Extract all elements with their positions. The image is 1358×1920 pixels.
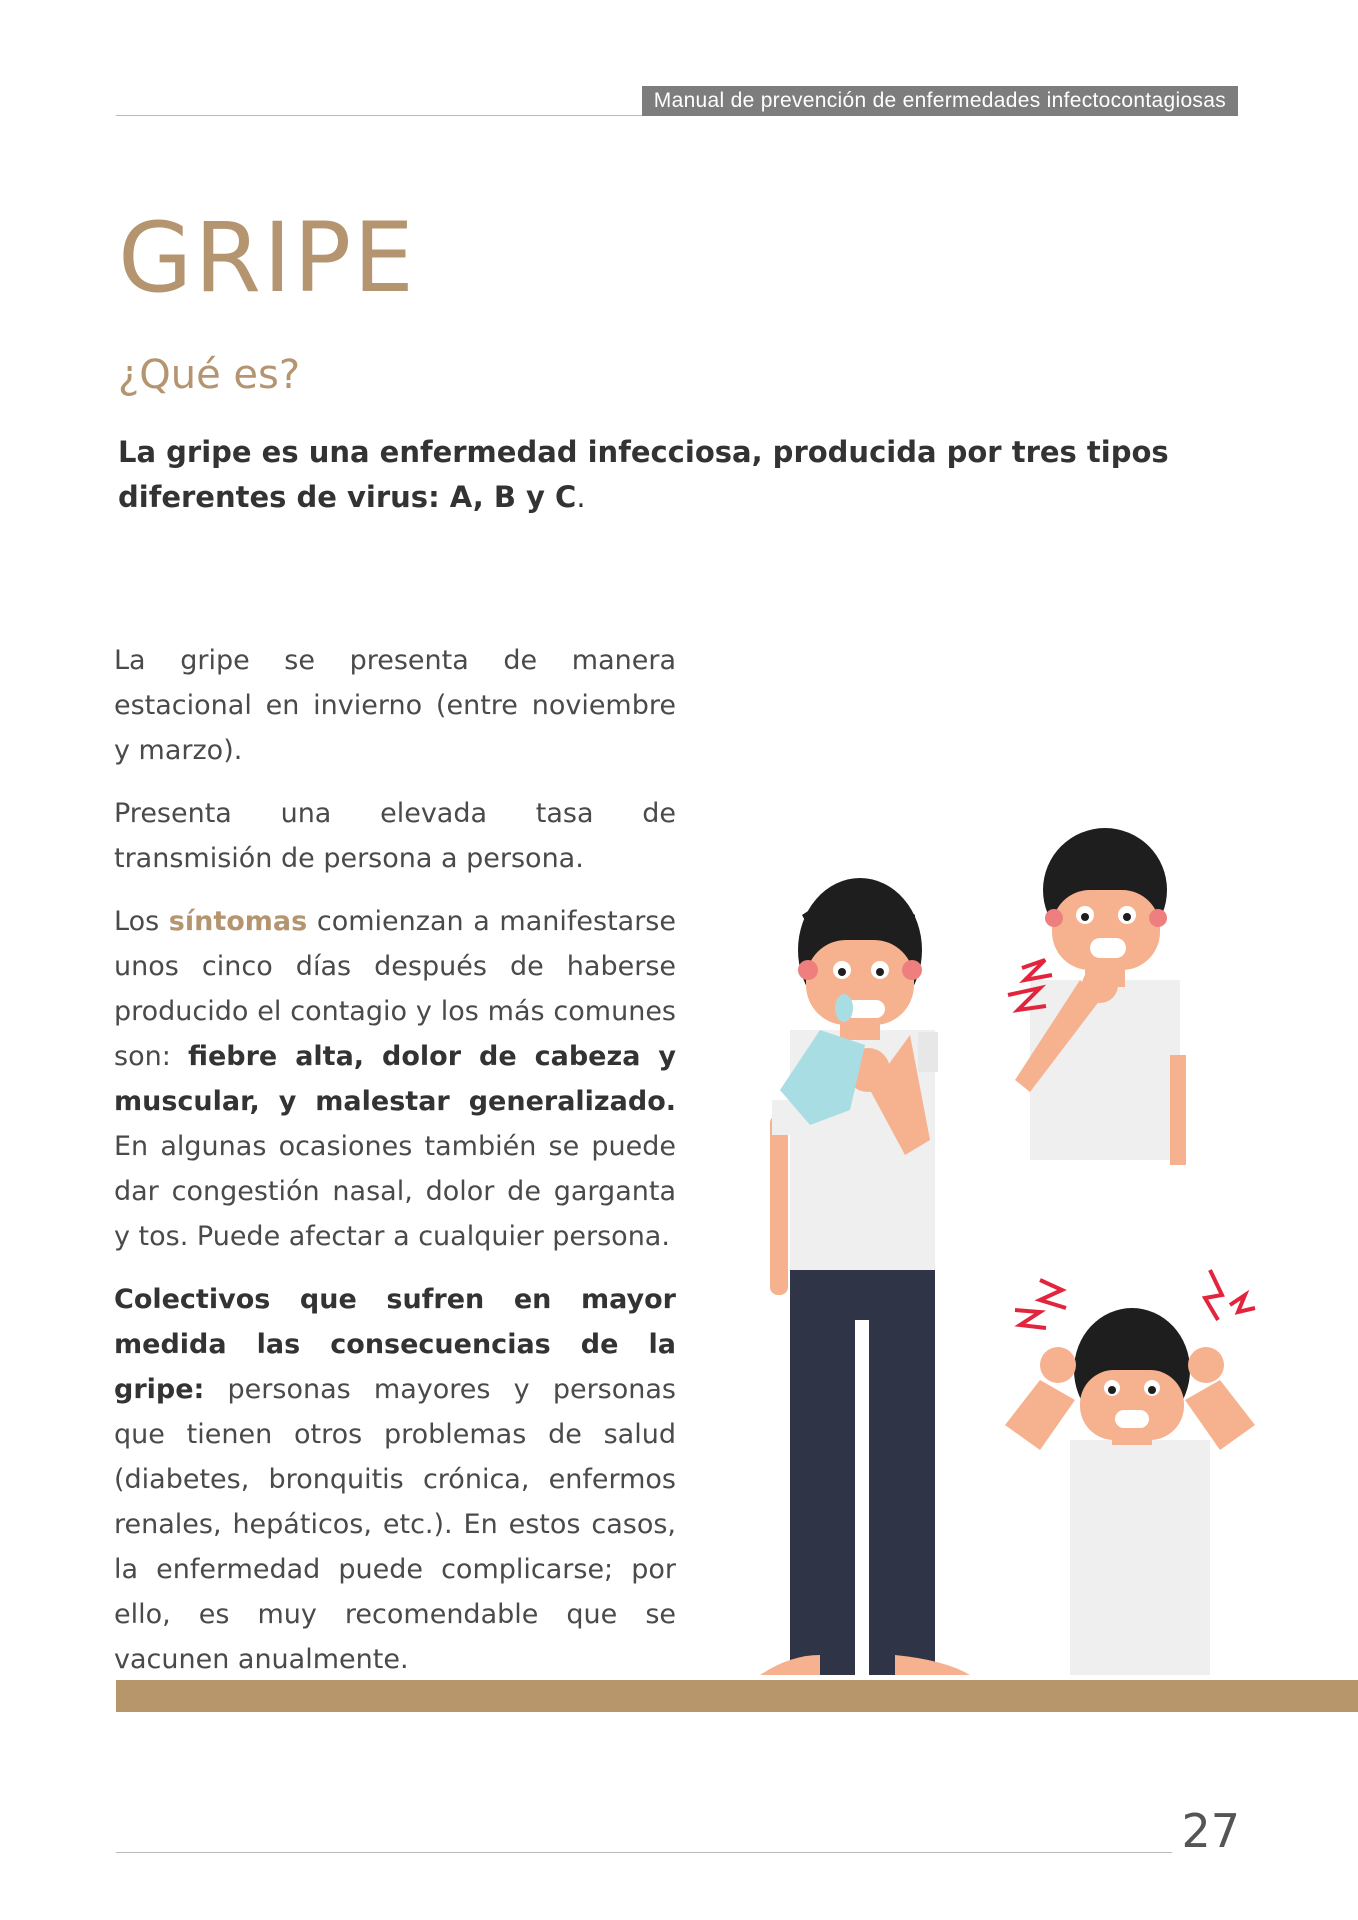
page-number: 27 <box>1181 1804 1240 1858</box>
footer-rule <box>116 1852 1172 1853</box>
page-title: GRIPE <box>118 202 416 314</box>
risk-groups-bold: Colectivos que sufren en mayor medida las consecuencias de la gripe: <box>114 1284 676 1405</box>
paragraph-transmission: Presenta una elevada tasa de transmisión de persona a persona. <box>114 798 676 874</box>
risk-groups-text: personas mayores y personas que tienen otros problemas de salud (diabetes, bronquitis crónica, enfermos renales, hepáticos, etc.). En estos casos, la enfermedad puede complicarse; por ello, es muy recomendable que se vacunen anualmente. <box>114 1374 676 1675</box>
body-text-column <box>114 638 676 1700</box>
headache-person-illustration <box>1005 1270 1255 1675</box>
symptoms-after: En algunas ocasiones también se puede dar congestión nasal, dolor de garganta y tos. Puede afectar a cualquier persona. <box>114 1131 676 1252</box>
sore-throat-person-illustration <box>1008 828 1186 1165</box>
paragraph-seasonality: La gripe se presenta de manera estacional en invierno (entre noviembre y marzo). <box>114 645 676 766</box>
paragraph-risk-groups <box>114 1277 676 1682</box>
symptoms-highlight: síntomas <box>168 906 308 937</box>
sick-person-tissue-illustration <box>760 878 970 1675</box>
lead-paragraph <box>118 430 1238 520</box>
symptoms-middle: comienzan a manifestarse unos cinco días después de haberse producido el contagio y los más comunes son: <box>114 906 676 1072</box>
symptoms-bold: fiebre alta, dolor de cabeza y muscular, y malestar generalizado. <box>114 1041 676 1117</box>
manual-title-tag: Manual de prevención de enfermedades infectocontagiosas <box>642 86 1238 116</box>
lead-tail: . <box>576 480 586 514</box>
flu-illustration <box>740 820 1280 1680</box>
paragraph-symptoms <box>114 899 676 1259</box>
floor-bar <box>116 1680 1358 1712</box>
lead-bold-text: La gripe es una enfermedad infecciosa, producida por tres tipos diferentes de virus: A, B y C <box>118 435 1169 514</box>
symptoms-intro: Los <box>114 906 169 937</box>
section-subtitle: ¿Qué es? <box>118 352 301 398</box>
